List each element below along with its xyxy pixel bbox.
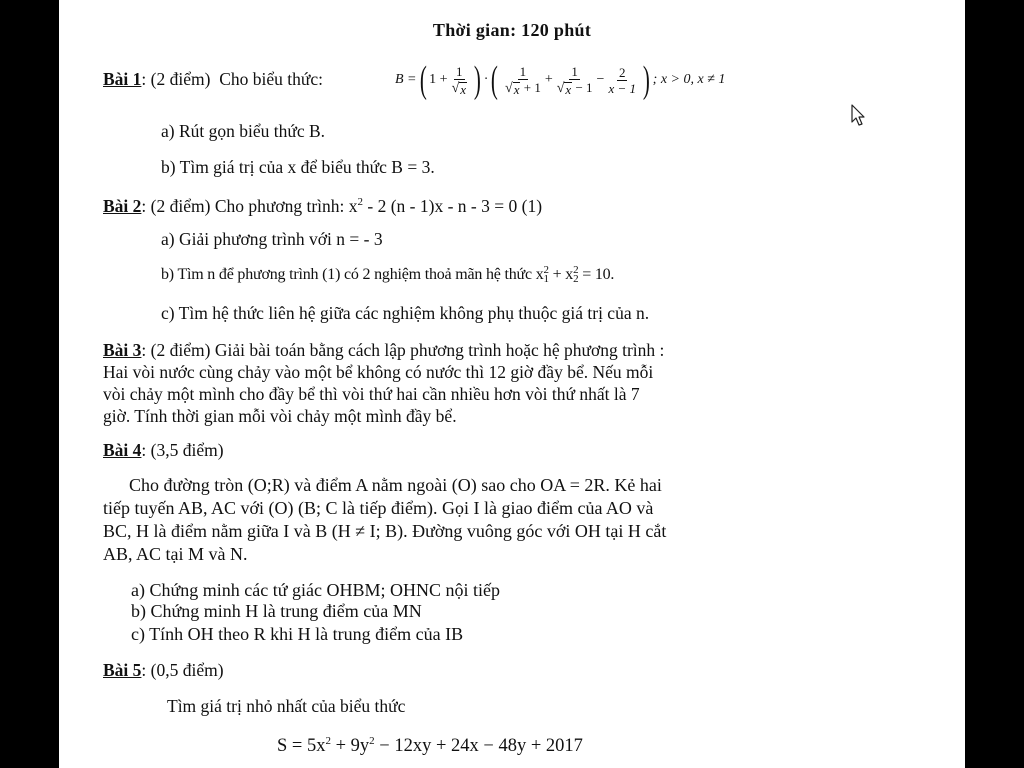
problem-5-text: Tìm giá trị nhỏ nhất của biểu thức xyxy=(167,696,406,716)
s-expression-post: − 12xy + 24x − 48y + 2017 xyxy=(374,736,583,757)
x1-power: 2 xyxy=(543,264,549,277)
fraction-3-num: 1 xyxy=(571,64,578,79)
formula-lhs: B = xyxy=(395,72,417,87)
s-expression-mid: + 9y xyxy=(330,736,370,757)
problem-4-part-c: c) Tính OH theo R khi H là trung điểm của IB xyxy=(131,624,464,644)
problem-4-line-4: AB, AC tại M và N. xyxy=(103,544,248,564)
formula-plus: + xyxy=(544,72,553,87)
problem-2-part-b-pre: b) Tìm n để phương trình (1) có 2 nghiệm thoả mãn hệ thức x xyxy=(161,266,544,283)
problem-5-label: Bài 5 xyxy=(103,660,142,680)
x2-index: 2 xyxy=(573,273,579,286)
problem-4-colon: : xyxy=(141,440,147,460)
problem-4-line-3: BC, H là điểm nằm giữa I và B (H ≠ I; B). Đường vuông góc với OH tại H cắt xyxy=(103,521,667,541)
problem-3-block xyxy=(103,339,843,427)
problem-3-line-2: Hai vòi nước cùng chảy vào một bể không có nước thì 12 giờ đầy bể. Nếu mỗi xyxy=(103,362,654,382)
problem-4-body xyxy=(103,474,863,566)
mouse-pointer-icon xyxy=(851,104,867,128)
problem-4-label: Bài 4 xyxy=(103,440,142,460)
problem-2-part-b-mid: + x xyxy=(548,266,574,283)
problem-4-part-a: a) Chứng minh các tứ giác OHBM; OHNC nội tiếp xyxy=(131,580,500,600)
fraction-2-num: 1 xyxy=(519,64,527,79)
problem-2-equation-sup: 2 xyxy=(357,196,364,208)
x1-index: 1 xyxy=(543,273,549,286)
problem-5-points: (0,5 điểm) xyxy=(150,660,224,680)
problem-1-intro: Cho biểu thức: xyxy=(219,69,323,89)
fraction-2-den-tail: + 1 xyxy=(523,80,541,95)
problem-5-header xyxy=(103,659,224,681)
s-expression-sup-1: 2 xyxy=(325,735,331,747)
formula-dot: · xyxy=(483,72,489,87)
problem-1-colon: : xyxy=(141,69,147,89)
problem-2-part-b-post: = 10. xyxy=(578,266,615,283)
problem-3-line-3: vòi chảy một mình cho đầy bể thì vòi thứ hai cần nhiều hơn vòi thứ nhất là 7 xyxy=(103,384,640,404)
fraction-3-den-tail: − 1 xyxy=(575,80,593,95)
problem-2-header xyxy=(103,191,542,217)
fraction-3: 1 √ x − 1 xyxy=(556,64,593,97)
problem-4-line-1: Cho đường tròn (O;R) và điểm A nằm ngoài (O) sao cho OA = 2R. Kẻ hai xyxy=(129,475,662,495)
fraction-1-den: x xyxy=(460,82,467,97)
s-expression-pre: S = 5x xyxy=(277,736,326,757)
problem-4-header xyxy=(103,439,224,461)
document-page xyxy=(59,0,965,768)
exam-duration-title: Thời gian: 120 phút xyxy=(432,20,592,40)
problem-5-expression xyxy=(277,730,583,757)
problem-1-header xyxy=(103,68,323,90)
problem-1-part-a: a) Rút gọn biểu thức B. xyxy=(161,121,326,141)
problem-1-part-b: b) Tìm giá trị của x để biểu thức B = 3. xyxy=(161,157,435,177)
problem-2-equation-pre: (2 điểm) Cho phương trình: x xyxy=(150,195,358,216)
problem-5-colon: : xyxy=(141,660,147,680)
s-expression-sup-2: 2 xyxy=(369,735,375,747)
x2-power: 2 xyxy=(573,264,579,277)
problem-4-line-2: tiếp tuyến AB, AC với (O) (B; C là tiếp điểm). Gọi I là giao điểm của AO và xyxy=(103,498,654,518)
fraction-1-num: 1 xyxy=(456,64,463,79)
problem-2-label: Bài 2 xyxy=(103,195,142,216)
fraction-2: 1 √ x + 1 xyxy=(505,64,541,97)
problem-1-label: Bài 1 xyxy=(103,69,142,89)
problem-2-colon: : xyxy=(141,195,147,216)
problem-3-colon: : xyxy=(141,340,147,360)
formula-minus: − xyxy=(596,72,605,87)
problem-3-line-4: giờ. Tính thời gian mỗi vòi chảy một mình đầy bể. xyxy=(103,406,457,426)
fraction-1: 1 √ x xyxy=(451,64,467,97)
fraction-4-den: x − 1 xyxy=(608,80,636,96)
problem-3-label: Bài 3 xyxy=(103,340,142,360)
problem-2-part-c: c) Tìm hệ thức liên hệ giữa các nghiệm không phụ thuộc giá trị của n. xyxy=(161,303,650,323)
formula-condition: ; x > 0, x ≠ 1 xyxy=(652,72,726,87)
problem-2-part-a: a) Giải phương trình với n = - 3 xyxy=(161,229,383,249)
formula-one-plus: 1 + xyxy=(429,72,448,87)
problem-2-equation-post: - 2 (n - 1)x - n - 3 = 0 (1) xyxy=(363,195,543,216)
problem-4-points: (3,5 điểm) xyxy=(150,440,224,460)
problem-4-part-b: b) Chứng minh H là trung điểm của MN xyxy=(131,601,422,621)
problem-3-line-1: (2 điểm) Giải bài toán bằng cách lập phương trình hoặc hệ phương trình : xyxy=(150,340,665,360)
fraction-4 xyxy=(606,65,638,96)
expression-b-formula: B = ( 1 + 1 √ x ) · ( 1 √ x + 1 + 1 √ x − 1 − $\frac{2}{x - 1}$ ) ; x > 0, x ≠ 1 xyxy=(395,59,726,101)
problem-2-part-b xyxy=(161,264,614,286)
problem-1-points: (2 điểm) xyxy=(150,69,211,89)
fraction-4-num: 2 xyxy=(618,64,626,80)
